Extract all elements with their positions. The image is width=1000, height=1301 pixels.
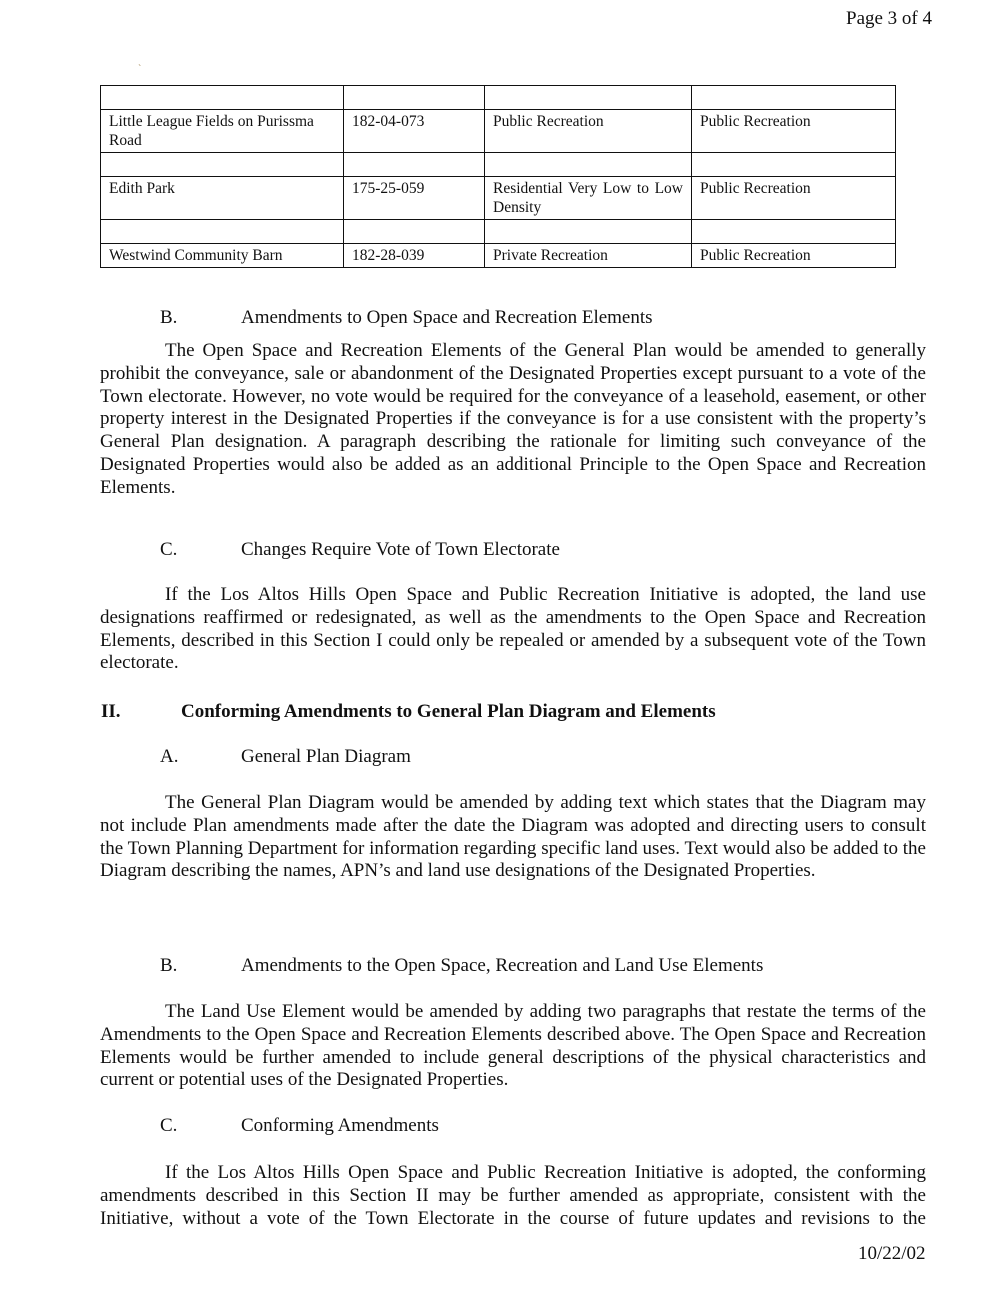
table-row [101, 244, 896, 268]
section-title: Conforming Amendments [241, 1115, 439, 1136]
section-letter: A. [160, 746, 179, 767]
property-apn: 182-28-039 [344, 244, 485, 268]
table-row [101, 177, 896, 220]
section-body: If the Los Altos Hills Open Space and Public Recreation Initiative is adopted, the conforming amendments described in this Section II may be further amended as appropriate, consistent with the Initiative, without a vote of the Town Electorate in the course of future updates and revisions to the [100, 1162, 926, 1229]
section-title: Amendments to Open Space and Recreation Elements [241, 307, 653, 328]
proposed-designation: Public Recreation [692, 244, 896, 268]
scan-mark: ` [138, 64, 142, 75]
current-designation: Residential Very Low to Low Density [485, 177, 692, 220]
table-spacer-row [101, 86, 896, 110]
proposed-designation: Public Recreation [692, 177, 896, 220]
proposed-designation: Public Recreation [692, 110, 896, 153]
section-body: If the Los Altos Hills Open Space and Public Recreation Initiative is adopted, the land use designations reaffirmed or redesignated, as well as the amendments to the Open Space and Recreation Elements, described in this Section I could only be repealed or amended by a subsequent vote of the Town electorate. [100, 584, 926, 674]
section-title: Changes Require Vote of Town Electorate [241, 539, 560, 560]
section-body: The General Plan Diagram would be amended by adding text which states that the Diagram may not include Plan amendments made after the date the Diagram was adopted and directing users to consult the Town Planning Department for information regarding specific land uses. Text would also be added to the Diagram describing the names, APN’s and land use designations of the Designated Properties. [100, 792, 926, 882]
property-name: Edith Park [101, 177, 344, 220]
page-number: Page 3 of 4 [846, 8, 933, 29]
section-title: Amendments to the Open Space, Recreation and Land Use Elements [241, 955, 764, 976]
section-title: General Plan Diagram [241, 746, 411, 767]
property-apn: 175-25-059 [344, 177, 485, 220]
table-spacer-row [101, 153, 896, 177]
section-letter: C. [160, 1115, 178, 1136]
section-letter: B. [160, 955, 178, 976]
section-letter: B. [160, 307, 178, 328]
document-date: 10/22/02 [858, 1243, 926, 1264]
current-designation: Private Recreation [485, 244, 692, 268]
section-body: The Land Use Element would be amended by adding two paragraphs that restate the terms of the Amendments to the Open Space and Recreation Elements described above. The Open Space and Recreation Elements would be further amended to include general descriptions of the physical characteristics and current or potential uses of the Designated Properties. [100, 1001, 926, 1091]
part-title: Conforming Amendments to General Plan Diagram and Elements [181, 701, 716, 722]
section-body: The Open Space and Recreation Elements of the General Plan would be amended to generally prohibit the conveyance, sale or abandonment of the Designated Properties except pursuant to a vote of the Town electorate. However, no vote would be required for the conveyance of a leasehold, easement, or other property interest in the Designated Properties if the conveyance is for a use consistent with the property’s General Plan designation. A paragraph describing the rationale for limiting such conveyance of the Designated Properties would also be added as an additional Principle to the Open Space and Recreation Elements. [100, 340, 926, 498]
designated-properties-table [100, 85, 896, 268]
property-name: Little League Fields on Purissma Road [101, 110, 344, 153]
current-designation: Public Recreation [485, 110, 692, 153]
property-name: Westwind Community Barn [101, 244, 344, 268]
part-numeral: II. [101, 701, 121, 722]
property-apn: 182-04-073 [344, 110, 485, 153]
section-letter: C. [160, 539, 178, 560]
table-spacer-row [101, 220, 896, 244]
table-row [101, 110, 896, 153]
